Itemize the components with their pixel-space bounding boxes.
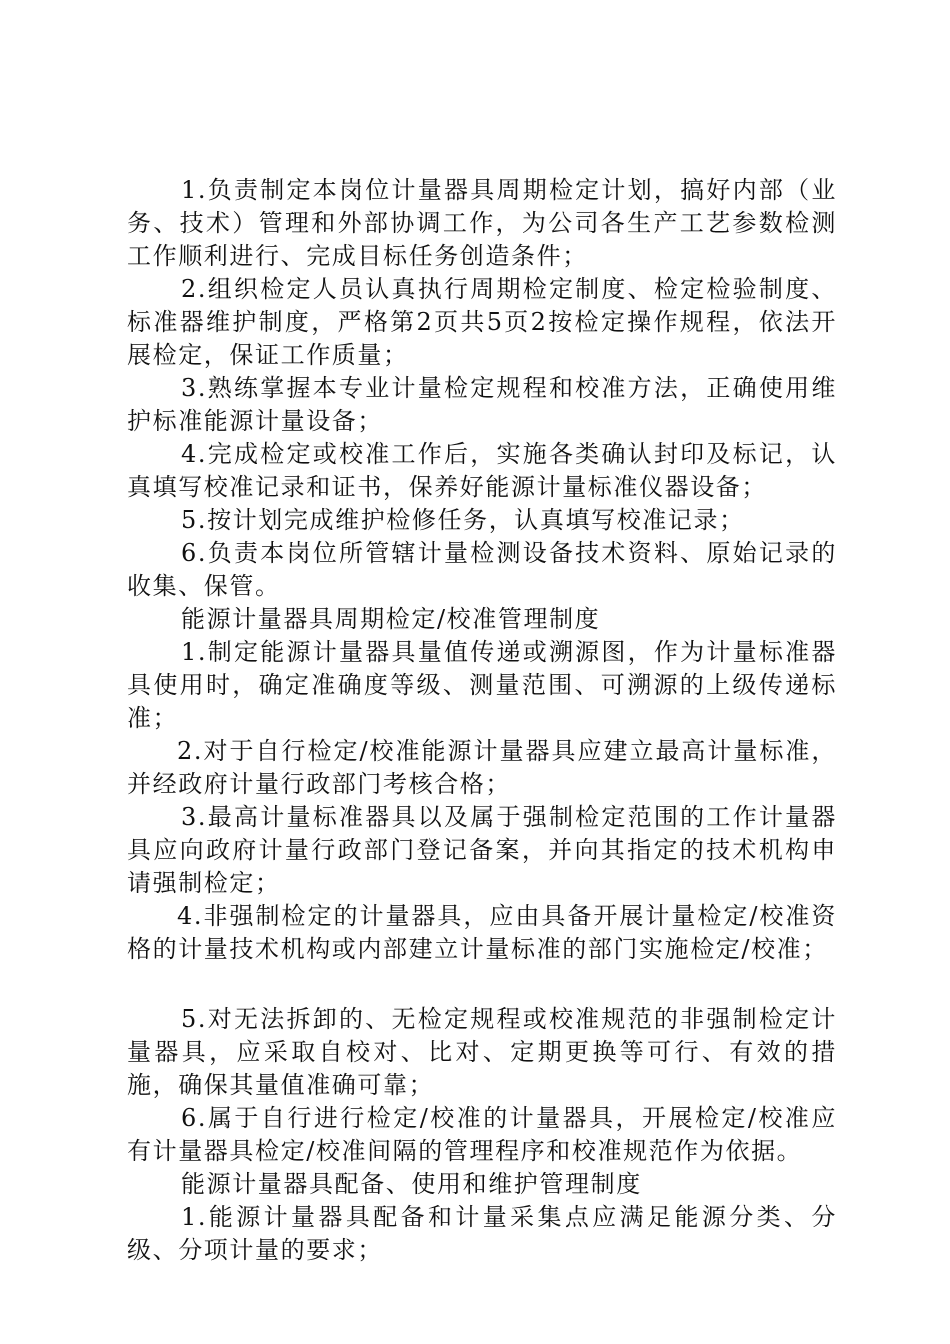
duty-item-3: 3.熟练掌握本专业计量检定规程和校准方法，正确使用维护标准能源计量设备；: [127, 374, 837, 435]
equipment-item-1: 1.能源计量器具配备和计量采集点应满足能源分类、分级、分项计量的要求；: [127, 1203, 837, 1264]
section-heading-calibration: 能源计量器具周期检定/校准管理制度: [181, 605, 601, 633]
duty-item-6: 6.负责本岗位所管辖计量检测设备技术资料、原始记录的收集、保管。: [127, 539, 837, 600]
duty-item-2: 2.组织检定人员认真执行周期检定制度、检定检验制度、标准器维护制度，严格第2页共5页2按检定操作规程，依法开展检定，保证工作质量；: [127, 275, 837, 369]
duty-item-4: 4.完成检定或校准工作后，实施各类确认封印及标记，认真填写校准记录和证书，保养好能源计量标准仪器设备；: [127, 440, 837, 501]
calibration-item-5: 5.对无法拆卸的、无检定规程或校准规范的非强制检定计量器具，应采取自校对、比对、定期更换等可行、有效的措施，确保其量值准确可靠；: [127, 1005, 837, 1099]
calibration-item-6: 6.属于自行进行检定/校准的计量器具，开展检定/校准应有计量器具检定/校准间隔的管理程序和校准规范作为依据。: [127, 1104, 837, 1165]
section-heading-equipment: 能源计量器具配备、使用和维护管理制度: [181, 1170, 642, 1198]
paragraph-spacer: [127, 966, 837, 1003]
document-body: [127, 174, 837, 1267]
calibration-item-4: 4.非强制检定的计量器具，应由具备开展计量检定/校准资格的计量技术机构或内部建立计量标准的部门实施检定/校准；: [127, 902, 837, 963]
calibration-item-3: 3.最高计量标准器具以及属于强制检定范围的工作计量器具应向政府计量行政部门登记备案，并向其指定的技术机构申请强制检定；: [127, 803, 837, 897]
duty-item-5: 5.按计划完成维护检修任务，认真填写校准记录；: [181, 506, 745, 534]
calibration-item-2: 2.对于自行检定/校准能源计量器具应建立最高计量标准，并经政府计量行政部门考核合格；: [127, 737, 837, 798]
duty-item-1: 1.负责制定本岗位计量器具周期检定计划，搞好内部（业务、技术）管理和外部协调工作，为公司各生产工艺参数检测工作顺利进行、完成目标任务创造条件；: [127, 176, 837, 270]
calibration-item-1: 1.制定能源计量器具量值传递或溯源图，作为计量标准器具使用时，确定准确度等级、测量范围、可溯源的上级传递标准；: [127, 638, 837, 732]
